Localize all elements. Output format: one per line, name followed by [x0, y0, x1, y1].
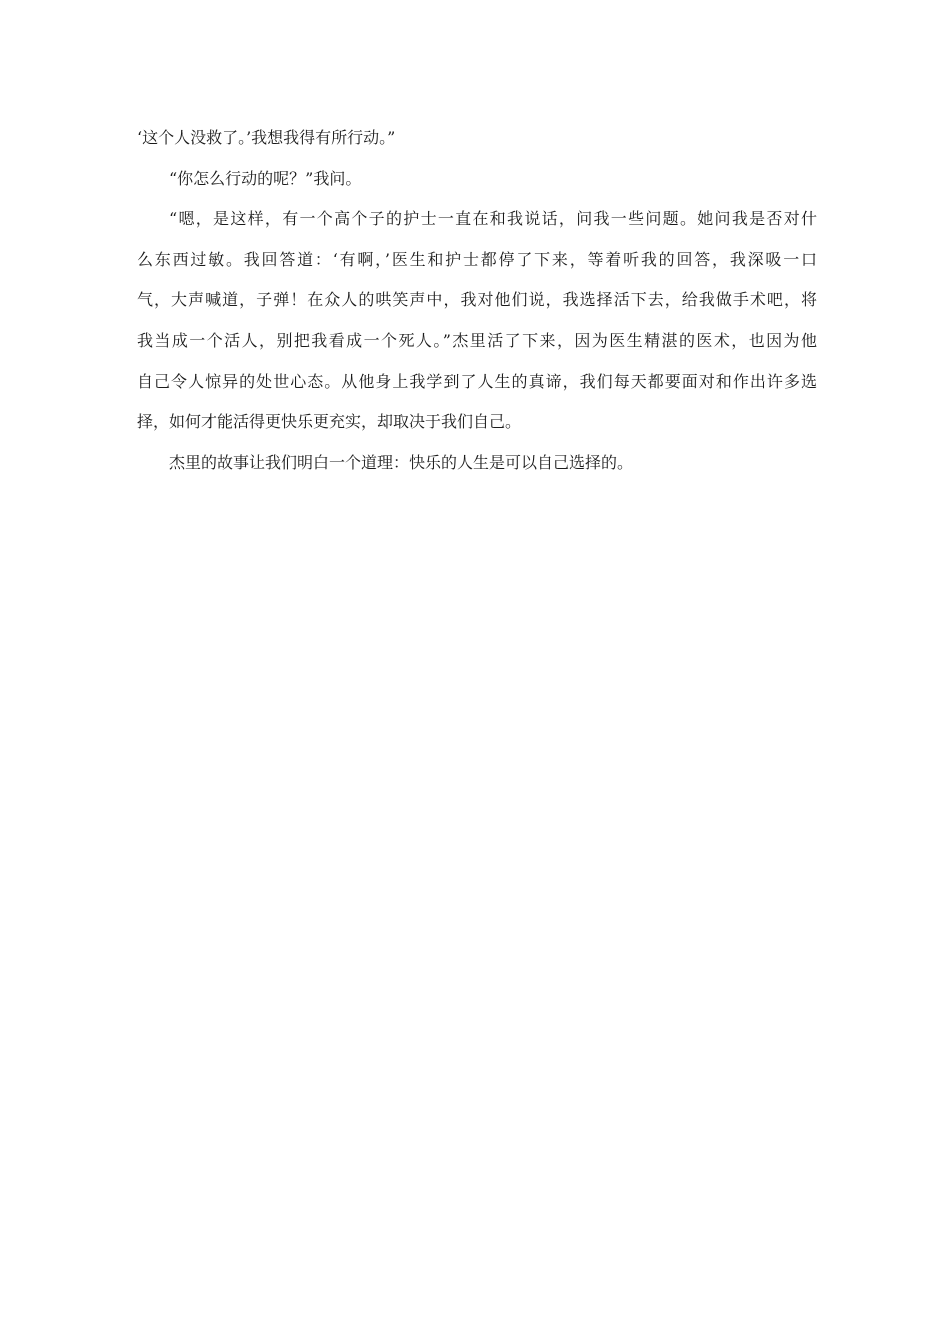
paragraph-1 [137, 118, 817, 159]
paragraph-line: 杰里的故事让我们明白一个道理：快乐的人生是可以自己选择的。 [169, 452, 634, 472]
paragraph-line: 么东西过敏。我回答道：‘有啊，’医生和护士都停了下来，等着听我的回答，我深吸一口 [137, 249, 817, 269]
paragraph-line: 自己令人惊异的处世心态。从他身上我学到了人生的真谛，我们每天都要面对和作出许多选 [137, 371, 817, 391]
paragraph-4 [137, 443, 817, 484]
paragraph-3 [137, 199, 817, 443]
paragraph-line: “嗯，是这样，有一个高个子的护士一直在和我说话，问我一些问题。她问我是否对什 [169, 209, 817, 229]
paragraph-line: “你怎么行动的呢？”我问。 [169, 168, 362, 188]
paragraph-2 [137, 159, 817, 200]
paragraph-line: 择，如何才能活得更快乐更充实，却取决于我们自己。 [137, 412, 522, 432]
paragraph-line: 气，大声喊道，子弹！在众人的哄笑声中，我对他们说，我选择活下去，给我做手术吧，将 [137, 290, 817, 310]
paragraph-line: 我当成一个活人，别把我看成一个死人。”杰里活了下来，因为医生精湛的医术，也因为他 [137, 330, 817, 350]
document-body [137, 118, 817, 483]
paragraph-line: ‘这个人没救了。’我想我得有所行动。” [137, 128, 396, 147]
